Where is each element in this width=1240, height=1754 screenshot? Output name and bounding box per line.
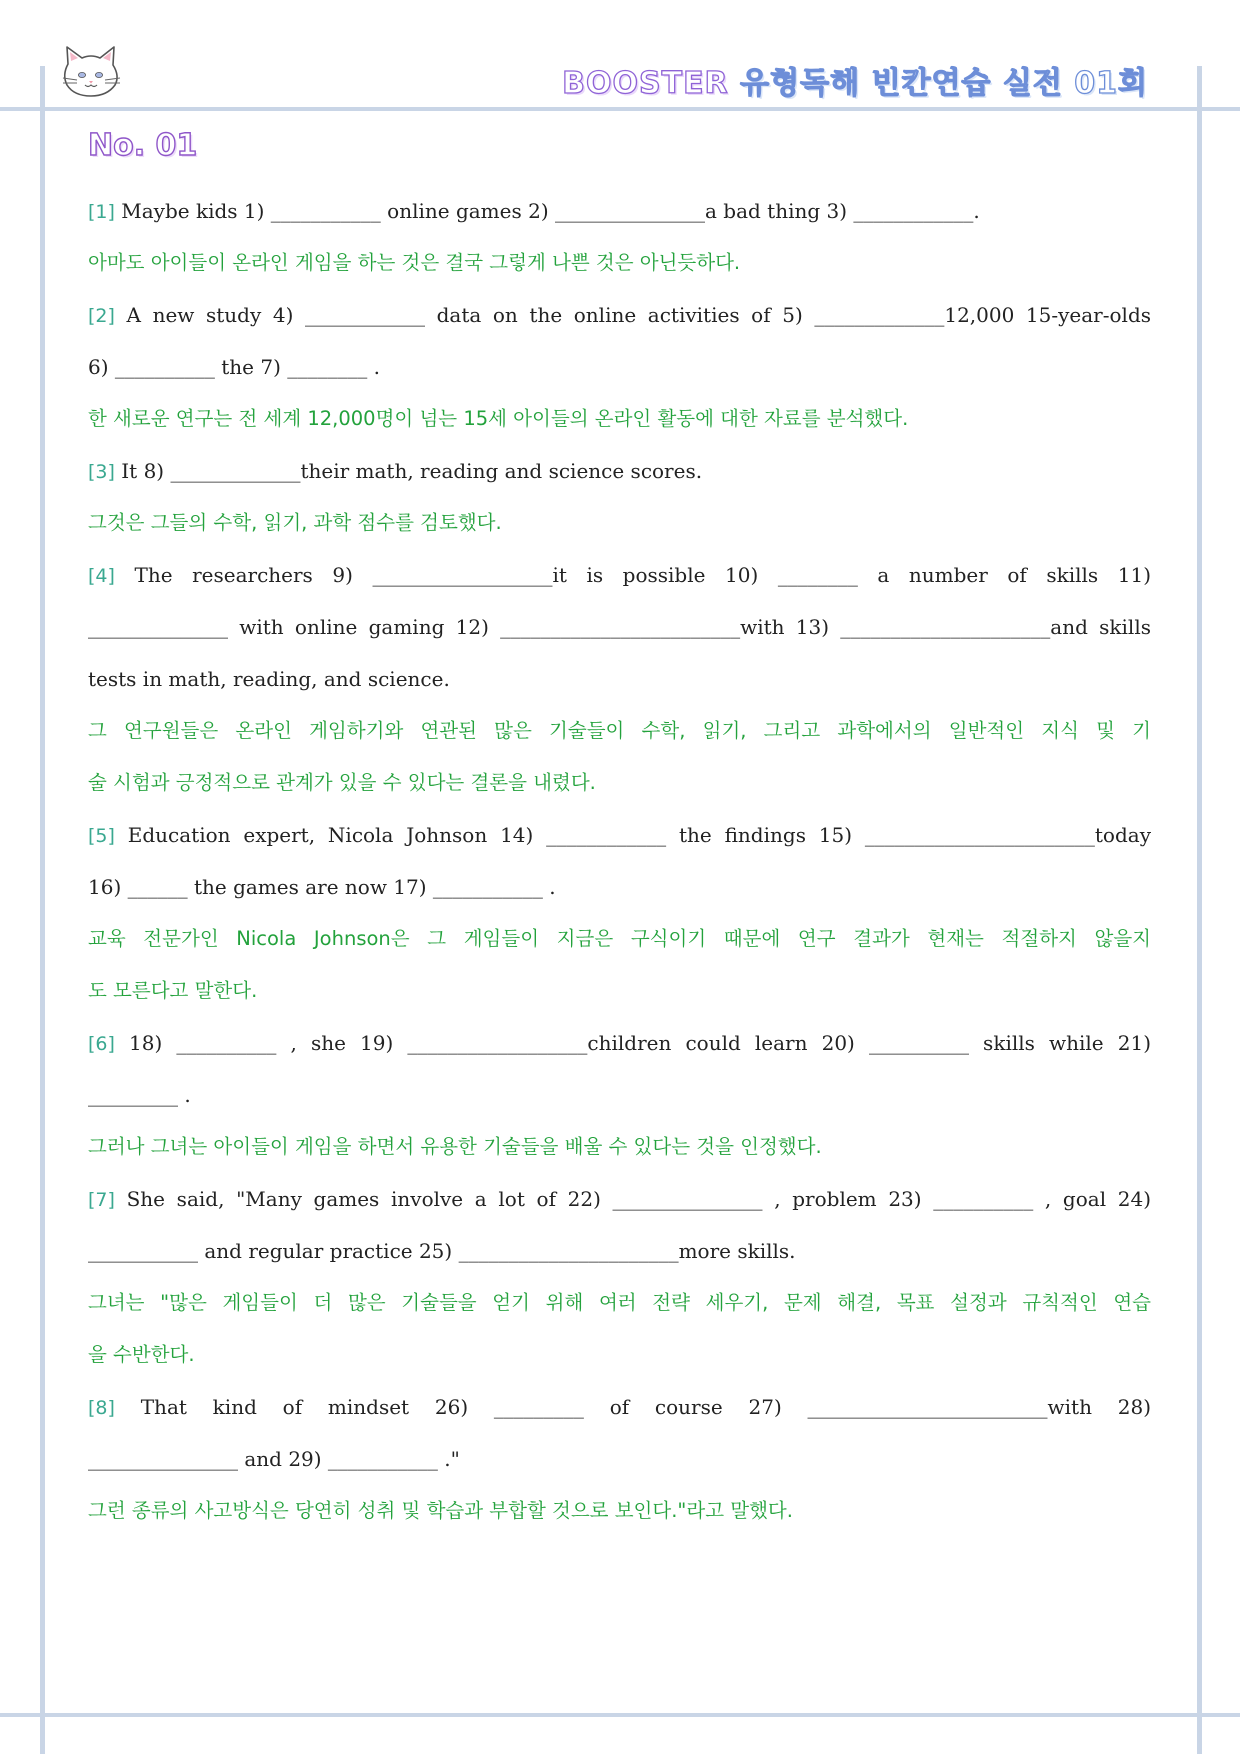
title-booster: BOOSTER: [562, 66, 729, 101]
frame-top-line: [0, 107, 1240, 111]
paragraph-2-korean-line-1: 한 새로운 연구는 전 세계 12,000명이 넘는 15세 아이들의 온라인 활동에 대한 자료를 분석했다.: [88, 407, 909, 430]
paragraph-5-english-line-2: 16) ______ the games are now 17) ___________ .: [88, 875, 556, 899]
paragraph-number: [6]: [88, 1033, 115, 1055]
english-text: That kind of mindset 26) _________ of course 27) ________________________with 28): [140, 1395, 1151, 1419]
paragraph-number: [8]: [88, 1397, 115, 1419]
paragraph-3-english-line-1: [88, 445, 1151, 497]
paragraph-5-korean-line-2: 도 모른다고 말한다.: [88, 979, 258, 1002]
worksheet-title: [562, 58, 1148, 102]
english-text: 18) __________ , she 19) __________________children could learn 20) __________ skills while 21): [129, 1031, 1151, 1055]
english-text: A new study 4) ____________ data on the online activities of 5) _____________12,000 15-year-olds: [126, 303, 1151, 327]
paragraph-7-korean-line-1: 그녀는 "많은 게임들이 더 많은 기술들을 얻기 위해 여러 전략 세우기, 문제 해결, 목표 설정과 규칙적인 연습: [88, 1291, 1151, 1314]
frame-left-line: [40, 66, 45, 1754]
paragraph-number: [1]: [88, 201, 115, 223]
paragraph-2-english-line-1: [88, 289, 1151, 341]
paragraph-8-english-line-1: [88, 1381, 1151, 1433]
cat-face-icon: [58, 44, 124, 100]
paragraph-7-english-line-2: ___________ and regular practice 25) ______________________more skills.: [88, 1239, 796, 1263]
paragraph-4-english-line-3: tests in math, reading, and science.: [88, 667, 450, 691]
paragraph-7-korean-line-2: 을 수반한다.: [88, 1343, 195, 1366]
paragraph-5-korean-line-1: 교육 전문가인 Nicola Johnson은 그 게임들이 지금은 구식이기 때문에 연구 결과가 현재는 적절하지 않을지: [88, 927, 1151, 950]
paragraph-number: [5]: [88, 825, 115, 847]
title-subtitle: 유형독해 빈칸연습 실전 01회: [740, 66, 1148, 101]
sheet-number: No. 01: [88, 128, 198, 163]
paragraph-4-english-line-2: ______________ with online gaming 12) ________________________with 13) _____________________and skills: [88, 615, 1151, 639]
paragraph-1-english-line-1: [88, 185, 1151, 237]
paragraph-number: [3]: [88, 461, 115, 483]
english-text: Maybe kids 1) ___________ online games 2) _______________a bad thing 3) ____________.: [121, 199, 980, 223]
english-text: The researchers 9) __________________it is possible 10) ________ a number of skills 11): [134, 563, 1151, 587]
paragraph-4-korean-line-2: 술 시험과 긍정적으로 관계가 있을 수 있다는 결론을 내렸다.: [88, 771, 596, 794]
paragraph-2-english-line-2: 6) __________ the 7) ________ .: [88, 355, 380, 379]
paragraph-8-english-line-2: _______________ and 29) ___________ .": [88, 1447, 460, 1471]
paragraph-4-korean-line-1: 그 연구원들은 온라인 게임하기와 연관된 많은 기술들이 수학, 읽기, 그리고 과학에서의 일반적인 지식 및 기: [88, 719, 1151, 742]
paragraph-1-korean-line-1: 아마도 아이들이 온라인 게임을 하는 것은 결국 그렇게 나쁜 것은 아닌듯하다.: [88, 251, 741, 274]
paragraph-6-korean-line-1: 그러나 그녀는 아이들이 게임을 하면서 유용한 기술들을 배울 수 있다는 것을 인정했다.: [88, 1135, 822, 1158]
paragraph-8-korean-line-1: 그런 종류의 사고방식은 당연히 성취 및 학습과 부합할 것으로 보인다."라고 말했다.: [88, 1499, 793, 1522]
paragraph-6-english-line-2: _________ .: [88, 1083, 191, 1107]
frame-right-line: [1197, 66, 1202, 1754]
english-text: Education expert, Nicola Johnson 14) ____________ the findings 15) _______________________today: [127, 823, 1151, 847]
passage-content: [88, 185, 1151, 1537]
paragraph-4-english-line-1: [88, 549, 1151, 601]
paragraph-5-english-line-1: [88, 809, 1151, 861]
paragraph-number: [2]: [88, 305, 115, 327]
paragraph-7-english-line-1: [88, 1173, 1151, 1225]
paragraph-number: [4]: [88, 565, 115, 587]
paragraph-6-english-line-1: [88, 1017, 1151, 1069]
english-text: She said, "Many games involve a lot of 22) _______________ , problem 23) __________ , goal 24): [126, 1187, 1151, 1211]
paragraph-number: [7]: [88, 1189, 115, 1211]
english-text: It 8) _____________their math, reading and science scores.: [121, 459, 703, 483]
paragraph-3-korean-line-1: 그것은 그들의 수학, 읽기, 과학 점수를 검토했다.: [88, 511, 502, 534]
frame-bottom-line: [0, 1713, 1240, 1717]
